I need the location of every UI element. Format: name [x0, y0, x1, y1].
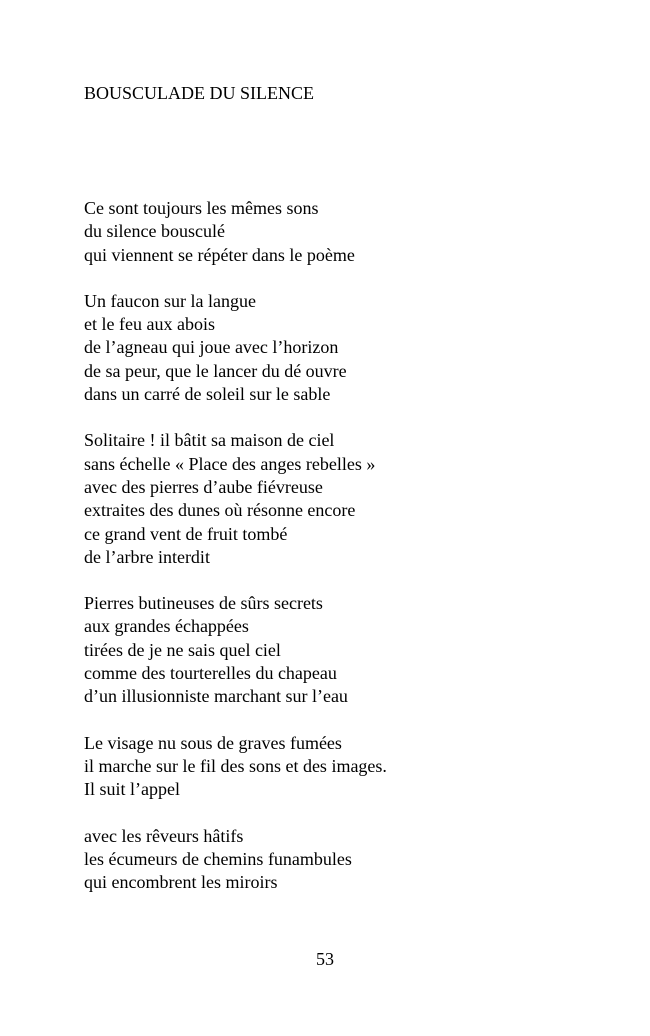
poem-line: les écumeurs de chemins funambules [84, 848, 352, 869]
poem-line: Le visage nu sous de graves fumées [84, 732, 342, 753]
poem-line: dans un carré de soleil sur le sable [84, 384, 331, 405]
poem-line: aux grandes échappées [84, 616, 249, 637]
poem-line: il marche sur le fil des sons et des images. [84, 755, 387, 776]
poem-line: avec les rêveurs hâtifs [84, 825, 244, 846]
poem-line: Pierres butineuses de sûrs secrets [84, 593, 323, 614]
poem-line: Solitaire ! il bâtit sa maison de ciel [84, 430, 335, 451]
page-number: 53 [316, 949, 334, 969]
poem-line: Un faucon sur la langue [84, 290, 256, 311]
poem-line: Ce sont toujours les mêmes sons [84, 198, 319, 218]
poem-line: comme des tourterelles du chapeau [84, 663, 337, 684]
poem-line: de sa peur, que le lancer du dé ouvre [84, 360, 347, 381]
poem-line: d’un illusionniste marchant sur l’eau [84, 686, 348, 707]
poem-line: sans échelle « Place des anges rebelles » [84, 453, 376, 474]
stanza-3 [84, 429, 624, 569]
stanza-5 [84, 732, 624, 802]
poem-line: ce grand vent de fruit tombé [84, 523, 288, 544]
poem-line: qui encombrent les miroirs [84, 872, 278, 893]
poem-title: BOUSCULADE DU SILENCE [84, 83, 315, 103]
stanza-6 [84, 825, 624, 895]
poem-line: de l’arbre interdit [84, 546, 210, 567]
poem-line: du silence bousculé [84, 221, 225, 242]
poem-line: avec des pierres d’aube fiévreuse [84, 476, 323, 497]
poem-line: qui viennent se répéter dans le poème [84, 244, 355, 265]
poem-line: et le feu aux abois [84, 314, 215, 335]
poem-body [84, 197, 624, 917]
stanza-4 [84, 592, 624, 708]
poem-line: extraites des dunes où résonne encore [84, 500, 356, 521]
stanza-1 [84, 197, 624, 267]
poem-line: tirées de je ne sais quel ciel [84, 639, 281, 660]
stanza-2 [84, 290, 624, 406]
poem-line: de l’agneau qui joue avec l’horizon [84, 337, 339, 358]
poem-line: Il suit l’appel [84, 779, 180, 800]
